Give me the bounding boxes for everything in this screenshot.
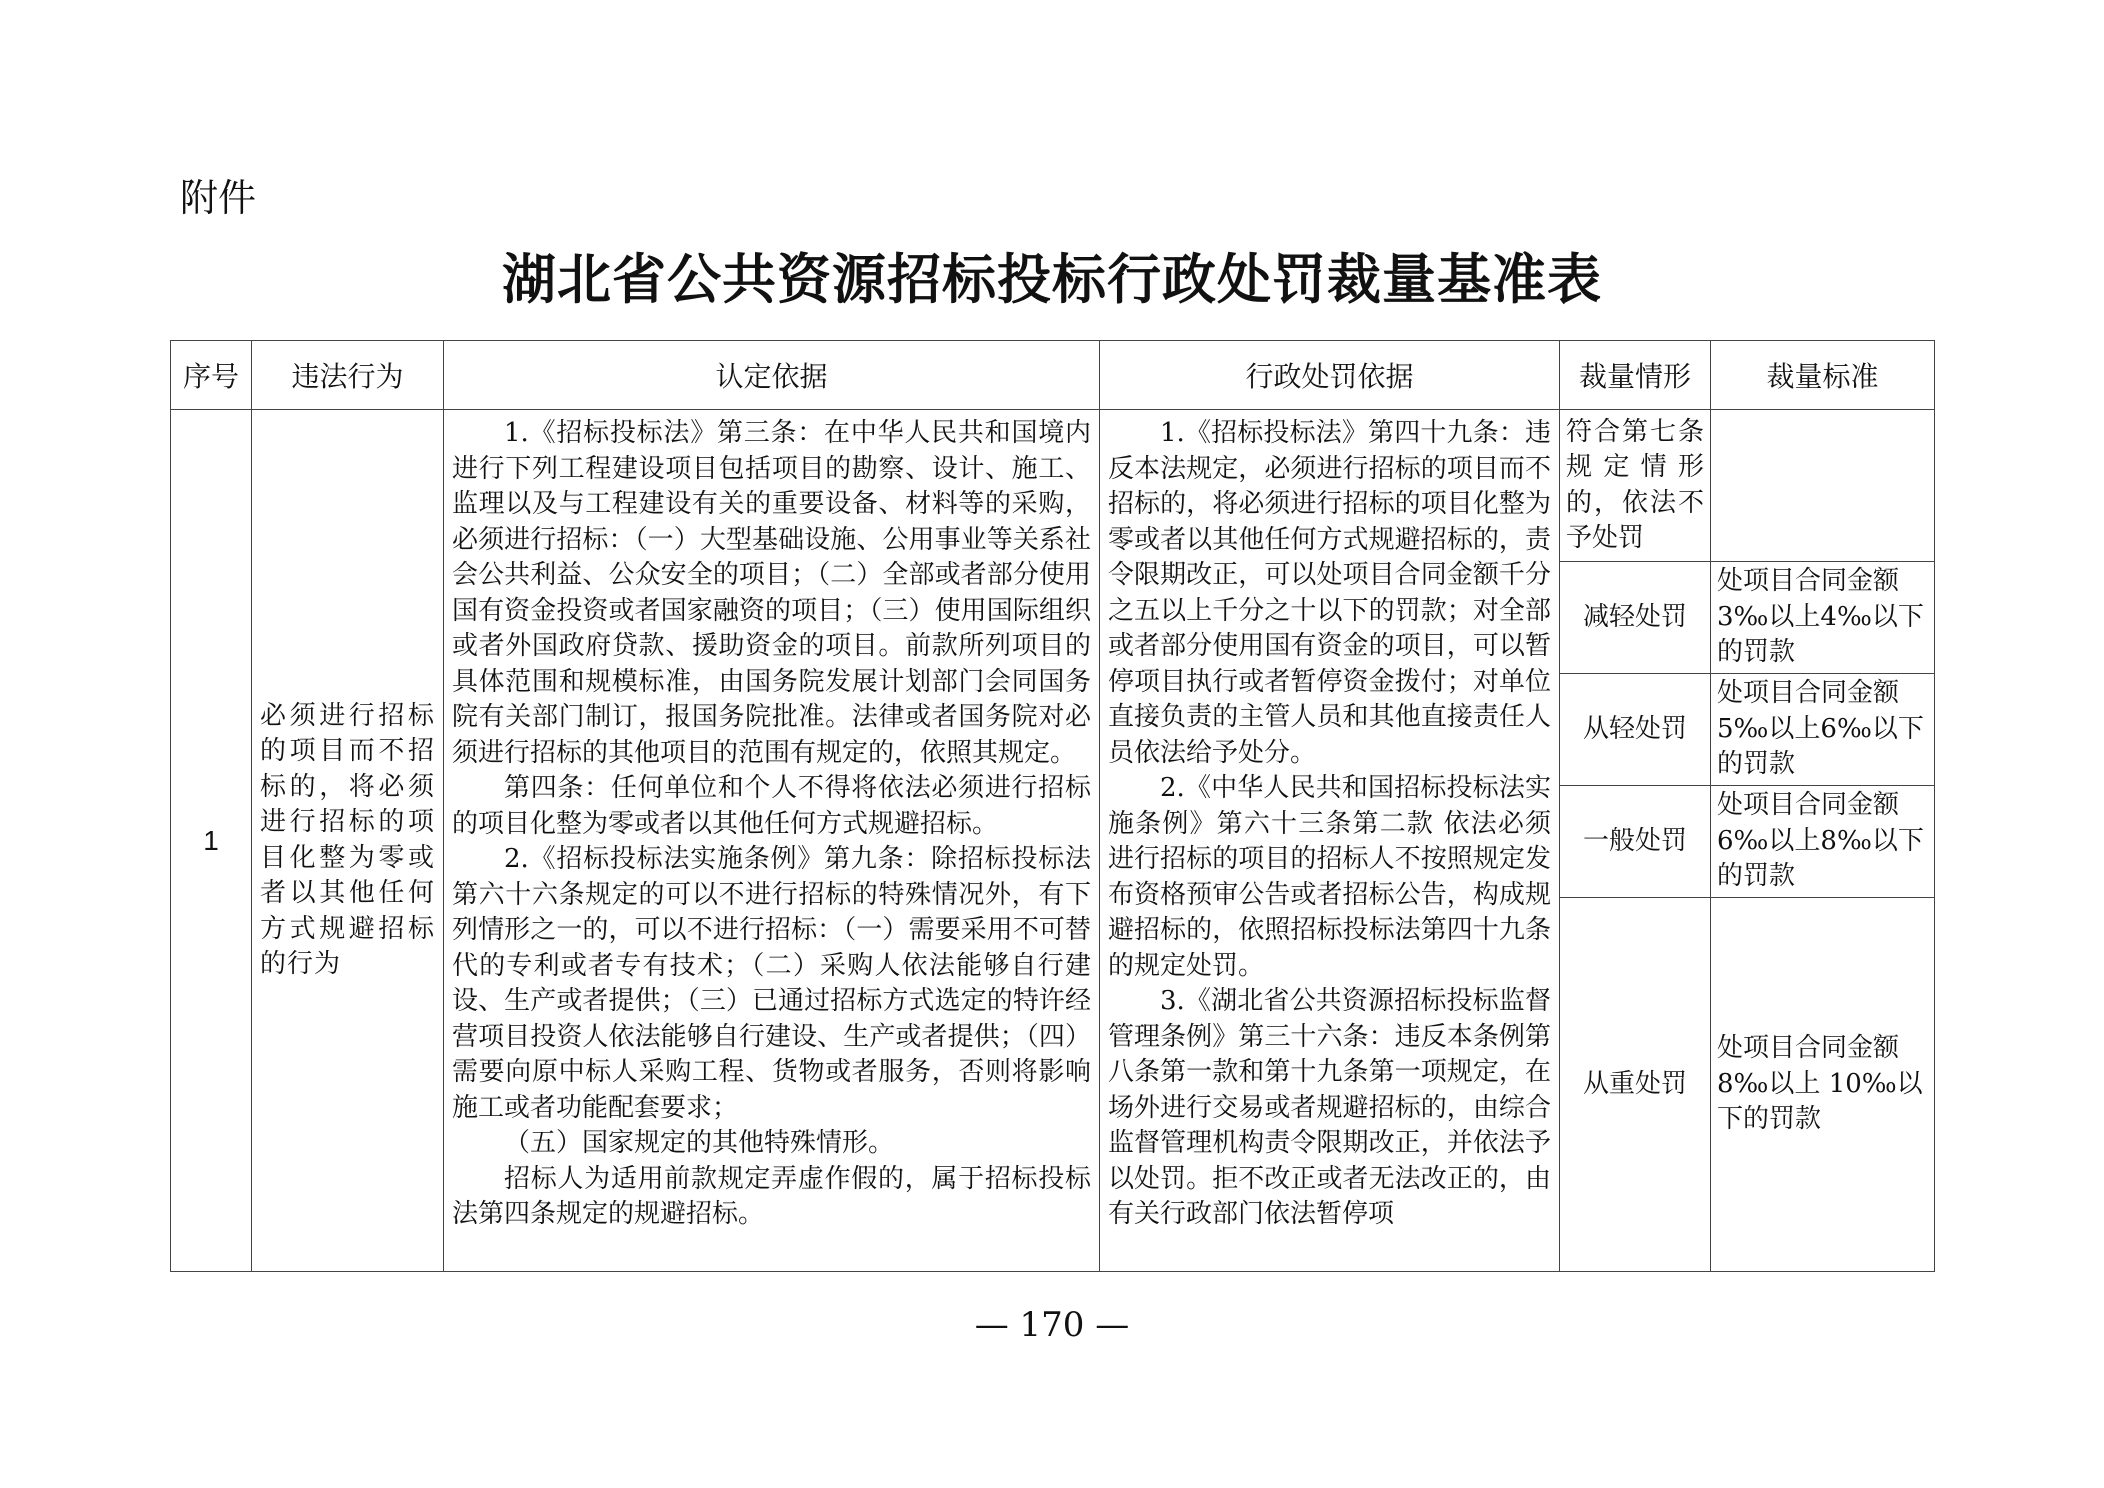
penalty-paragraph: 1.《招标投标法》第四十九条：违反本法规定，必须进行招标的项目而不招标的，将必须进行招标的项目化整为零或者以其他任何方式规避招标的，责令限期改正，可以处项目合同金额千分之五以上千分之十以下的罚款；对全部或者部分使用国有资金的项目，可以暂停项目执行或者暂停资金拨付；对单位直接负责的主管人员和其他直接责任人员依法给予处分。 <box>1108 418 1551 768</box>
standard-no-penalty <box>1711 410 1935 562</box>
circumstance-no-penalty: 符合第七条规定情形的，依法不予处罚 <box>1560 410 1711 562</box>
discretion-table <box>170 340 1935 1272</box>
standard-mitigated: 处项目合同金额3‰以上4‰以下的罚款 <box>1711 562 1935 674</box>
penalty-basis-cell <box>1100 410 1560 1272</box>
basis-paragraph: 2.《招标投标法实施条例》第九条：除招标投标法第六十六条规定的可以不进行招标的特殊情况外，有下列情形之一的，可以不进行招标：（一）需要采用不可替代的专利或者专有技术；（二）采购人依法能够自行建设、生产或者提供；（三）已通过招标方式选定的特许经营项目投资人依法能够自行建设、生产或者提供；（四）需要向原中标人采购工程、货物或者服务，否则将影响施工或者功能配套要求； <box>452 844 1091 1123</box>
basis-paragraph: 第四条：任何单位和个人不得将依法必须进行招标的项目化整为零或者以其他任何方式规避招标。 <box>452 773 1091 839</box>
table-header-row <box>171 341 1935 410</box>
standard-lenient: 处项目合同金额5‰以上6‰以下的罚款 <box>1711 674 1935 786</box>
page-number: — 170 — <box>974 1305 1130 1345</box>
header-standard: 裁量标准 <box>1711 341 1935 410</box>
header-basis: 认定依据 <box>444 341 1100 410</box>
circumstance-mitigated: 减轻处罚 <box>1560 562 1711 674</box>
penalty-paragraph: 2.《中华人民共和国招标投标法实施条例》第六十三条第二款 依法必须进行招标的项目的招标人不按照规定发布资格预审公告或者招标公告，构成规避招标的，依照招标投标法第四十九条的规定处罚。 <box>1108 773 1551 981</box>
row-number: 1 <box>171 410 252 1272</box>
attachment-label: 附件 <box>180 176 257 220</box>
header-penalty-basis: 行政处罚依据 <box>1100 341 1560 410</box>
circumstance-lenient: 从轻处罚 <box>1560 674 1711 786</box>
basis-paragraph: 招标人为适用前款规定弄虚作假的，属于招标投标法第四条规定的规避招标。 <box>452 1163 1091 1229</box>
discretion-table-wrapper <box>170 340 1934 1272</box>
basis-cell <box>444 410 1100 1272</box>
violation-cell: 必须进行招标的项目而不招标的，将必须进行招标的项目化整为零或者以其他任何方式规避招标的行为 <box>252 410 444 1272</box>
circumstance-severe: 从重处罚 <box>1560 898 1711 1272</box>
table-row <box>171 410 1935 562</box>
basis-paragraph: （五）国家规定的其他特殊情形。 <box>504 1128 895 1158</box>
header-circumstance: 裁量情形 <box>1560 341 1711 410</box>
standard-severe: 处项目合同金额8‰以上 10‰以下的罚款 <box>1711 898 1935 1272</box>
document-title: 湖北省公共资源招标投标行政处罚裁量基准表 <box>502 247 1602 311</box>
header-violation: 违法行为 <box>252 341 444 410</box>
standard-general: 处项目合同金额6‰以上8‰以下的罚款 <box>1711 786 1935 898</box>
header-no: 序号 <box>171 341 252 410</box>
circumstance-general: 一般处罚 <box>1560 786 1711 898</box>
basis-paragraph: 1.《招标投标法》第三条：在中华人民共和国境内进行下列工程建设项目包括项目的勘察、设计、施工、监理以及与工程建设有关的重要设备、材料等的采购，必须进行招标：（一）大型基础设施、公用事业等关系社会公共利益、公众安全的项目；（二）全部或者部分使用国有资金投资或者国家融资的项目；（三）使用国际组织或者外国政府贷款、援助资金的项目。前款所列项目的具体范围和规模标准，由国务院发展计划部门会同国务院有关部门制订，报国务院批准。法律或者国务院对必须进行招标的其他项目的范围有规定的，依照其规定。 <box>452 418 1091 768</box>
penalty-paragraph: 3.《湖北省公共资源招标投标监督管理条例》第三十六条：违反本条例第八条第一款和第十九条第一项规定，在场外进行交易或者规避招标的，由综合监督管理机构责令限期改正，并依法予以处罚。拒不改正或者无法改正的，由有关行政部门依法暂停项 <box>1108 986 1551 1229</box>
